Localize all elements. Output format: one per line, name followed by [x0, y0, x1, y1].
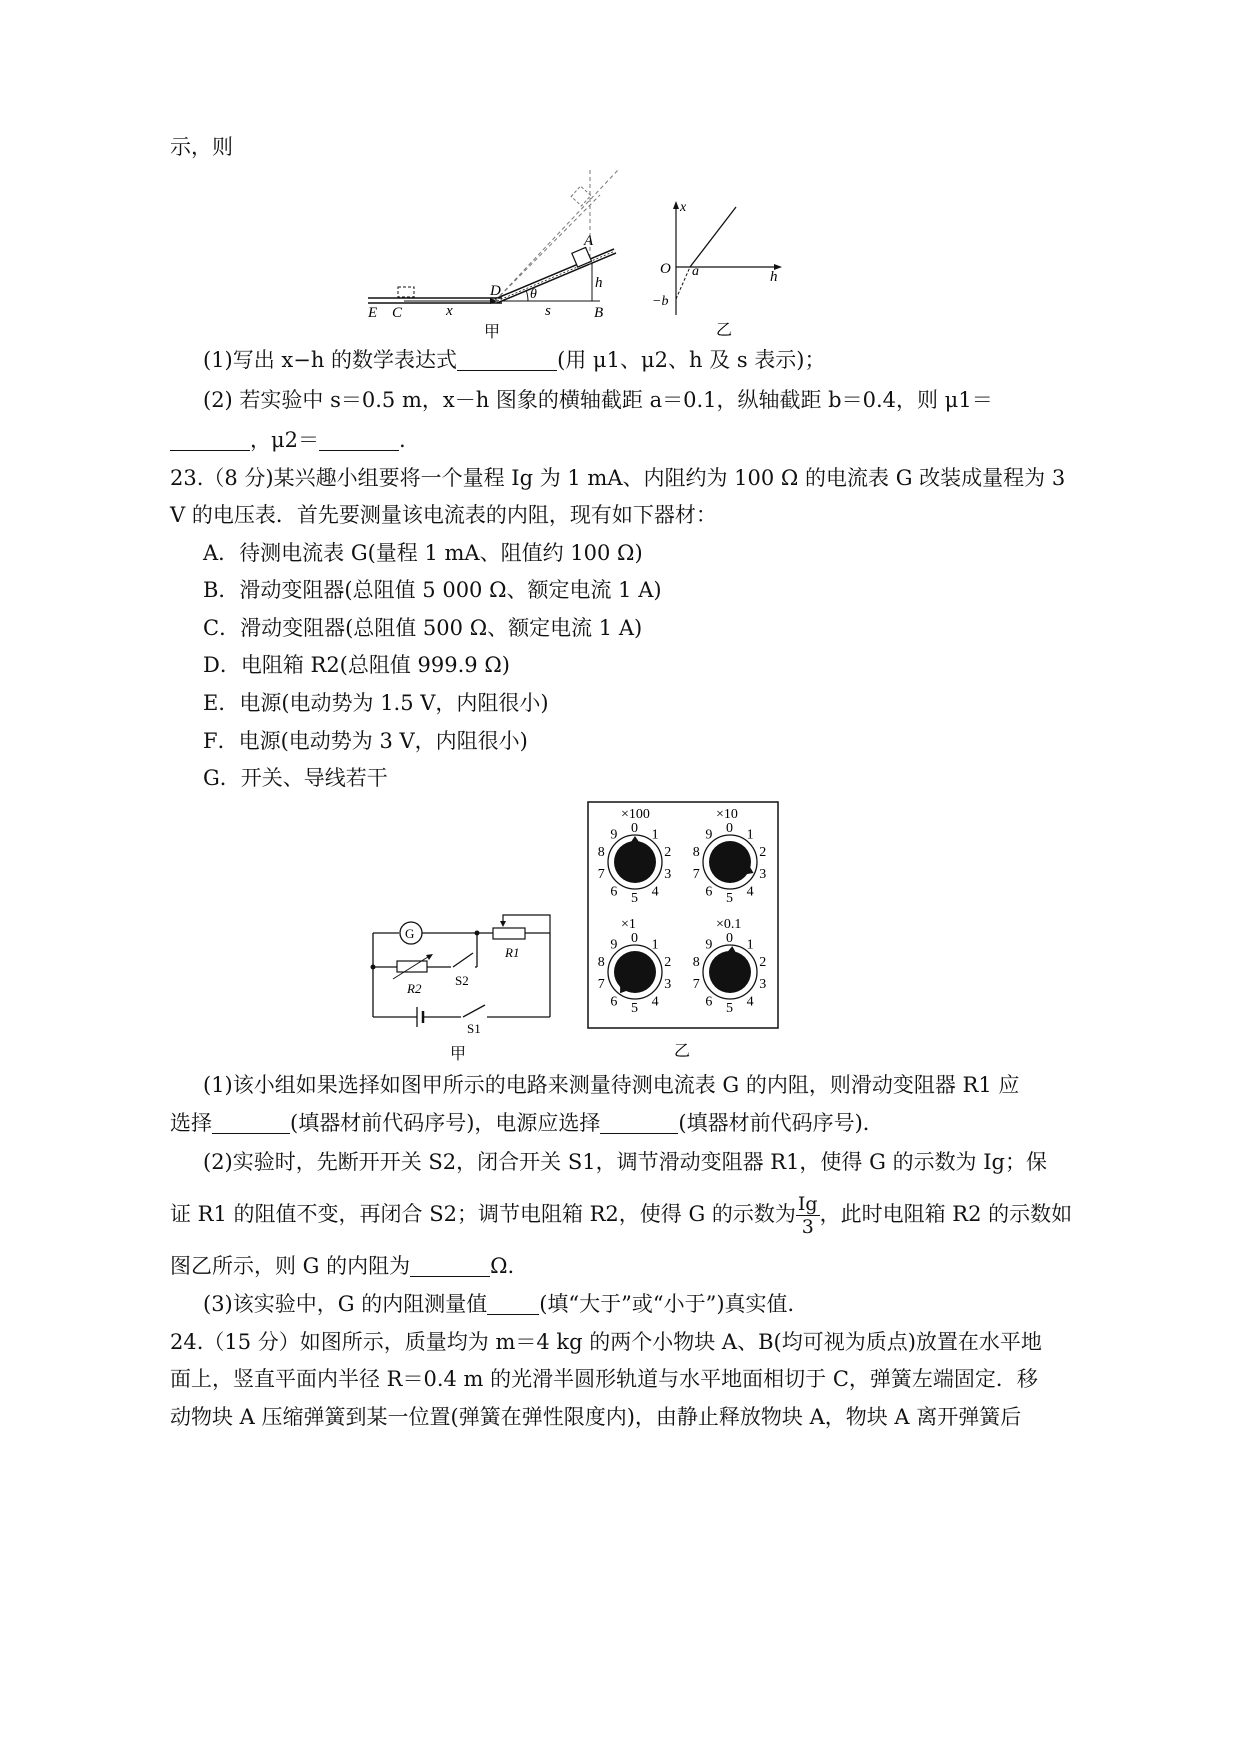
dial-digit: 2: [759, 955, 767, 971]
dial-digit: 3: [759, 866, 767, 882]
dial-multiplier-label: ×100: [621, 807, 650, 822]
q24-line3: 动物块 A 压缩弹簧到某一位置(弹簧在弹性限度内)，由静止释放物块 A，物块 A 离开弹簧后: [170, 1405, 1022, 1429]
dial-digit: 1: [651, 827, 659, 843]
q22-part1-tail: (用 μ1、μ2、h 及 s 表示)；: [557, 348, 826, 372]
dial-knob[interactable]: [614, 841, 656, 883]
dial-digit: 0: [726, 821, 733, 836]
label-B: B: [594, 305, 604, 321]
dial-knob[interactable]: [709, 951, 751, 993]
q23-sub1-line1: (1)该小组如果选择如图甲所示的电路来测量待测电流表 G 的内阻，则滑动变阻器 R1 应: [203, 1073, 1020, 1097]
answer-blank[interactable]: [212, 1111, 290, 1134]
dial-digit: 6: [705, 994, 713, 1010]
label-theta: θ: [530, 287, 537, 302]
fig1-caption: 甲: [484, 324, 501, 340]
q23-sub2-unit: Ω.: [490, 1254, 515, 1278]
option-G: G．开关、导线若干: [203, 766, 388, 790]
circuit-figure: [365, 905, 560, 1065]
q23-sub1-end: (填器材前代码序号)．: [678, 1111, 884, 1135]
dials-caption: 乙: [674, 1043, 691, 1060]
dial-digit: 2: [664, 845, 672, 861]
q23-sub1-line2: [170, 1108, 884, 1138]
graph-label-h: h: [770, 269, 778, 285]
option-C: C．滑动变阻器(总阻值 500 Ω、额定电流 1 A): [203, 616, 643, 640]
dial-digit: 6: [610, 884, 618, 900]
dial-digit: 4: [746, 884, 754, 900]
q23-sub3-tail: (填“大于”或“小于”)真实值．: [539, 1292, 809, 1316]
label-A: A: [584, 233, 594, 249]
dial-digit: 0: [631, 821, 638, 836]
option-F: F．电源(电动势为 3 V，内阻很小): [203, 729, 528, 753]
dial-digit: 2: [664, 955, 672, 971]
dial-digit: 8: [692, 955, 700, 971]
label-h: h: [595, 275, 603, 291]
fraction-denominator: 3: [801, 1216, 814, 1238]
q23-sub1-mid: (填器材前代码序号)，电源应选择: [290, 1111, 601, 1135]
q22-part2-mu2: ，μ2＝: [250, 428, 320, 452]
s1-label: S1: [467, 1021, 481, 1036]
label-E: E: [368, 305, 378, 321]
q23-sub3: [203, 1289, 809, 1319]
dial-digit: 7: [597, 866, 605, 882]
dial-digit: 3: [759, 976, 767, 992]
dial-digit: 5: [631, 1001, 638, 1016]
fraction-numerator: Ig: [797, 1193, 818, 1215]
dial-digit: 9: [705, 937, 713, 953]
circuit-caption: 甲: [450, 1046, 467, 1063]
dial-digit: 8: [597, 845, 605, 861]
answer-blank[interactable]: [600, 1111, 678, 1134]
q22-part2-end: .: [399, 428, 406, 452]
galvanometer-label: G: [405, 926, 415, 941]
resistance-box-figure: [586, 800, 782, 1062]
dial-digit: 3: [664, 866, 672, 882]
answer-blank[interactable]: [487, 1292, 539, 1315]
label-x: x: [446, 303, 453, 319]
dial-digit: 0: [726, 931, 733, 946]
q22-part2: (2) 若实验中 s＝0.5 m，x－h 图象的横轴截距 a＝0.1，纵轴截距 b＝0.4，则 μ1＝: [203, 388, 993, 412]
dial-digit: 1: [746, 937, 754, 953]
q23-sub2-text: 证 R1 的阻值不变，再闭合 S2；调节电阻箱 R2，使得 G 的示数为: [170, 1202, 796, 1226]
q23-sub2-line2: [170, 1193, 1072, 1238]
q22-part1-text: (1)写出 x−h 的数学表达式: [203, 348, 458, 372]
q22-part2-cont: [170, 425, 406, 455]
q23-sub2-line3: [170, 1251, 514, 1281]
option-D: D．电阻箱 R2(总阻值 999.9 Ω): [203, 653, 510, 677]
r2-label: R2: [407, 981, 422, 996]
label-D: D: [490, 283, 501, 299]
dial-digit: 9: [705, 827, 713, 843]
q23-sub2-question: 图乙所示，则 G 的内阻为: [170, 1254, 411, 1278]
dial-digit: 9: [610, 827, 618, 843]
dial-digit: 4: [746, 994, 754, 1010]
option-B: B．滑动变阻器(总阻值 5 000 Ω、额定电流 1 A): [203, 578, 662, 602]
fraction-ig-over-3: [796, 1193, 820, 1238]
dial-digit: 9: [610, 937, 618, 953]
q23-sub1-choose: 选择: [170, 1111, 212, 1135]
incline-figure: [360, 165, 640, 340]
s2-label: S2: [455, 973, 469, 988]
dial-digit: 7: [692, 976, 700, 992]
graph-label-a: a: [692, 264, 699, 279]
q23-sub3-text: (3)该实验中，G 的内阻测量值: [203, 1292, 488, 1316]
dial-digit: 2: [759, 845, 767, 861]
label-s: s: [545, 303, 551, 319]
q23-sub2-line1: (2)实验时，先断开开关 S2，闭合开关 S1，调节滑动变阻器 R1，使得 G 的示数为 Ig；保: [203, 1150, 1047, 1174]
dial-digit: 7: [692, 866, 700, 882]
q24-line1: 24.（15 分）如图所示，质量均为 m＝4 kg 的两个小物块 A、B(均可视为质点)放置在水平地: [170, 1330, 1042, 1354]
graph-label-neg-b: −b: [652, 294, 669, 309]
dial-digit: 5: [726, 1001, 733, 1016]
dial-digit: 5: [631, 891, 638, 906]
dial-multiplier-label: ×0.1: [716, 917, 742, 932]
xh-graph-figure: [650, 195, 800, 340]
dial-digit: 0: [631, 931, 638, 946]
answer-blank[interactable]: [170, 428, 250, 451]
dial-multiplier-label: ×10: [716, 807, 738, 822]
dial-digit: 1: [651, 937, 659, 953]
q23-intro-1: 23.（8 分)某兴趣小组要将一个量程 Ig 为 1 mA、内阻约为 100 Ω 的电流表 G 改装成量程为 3: [170, 466, 1066, 490]
answer-blank[interactable]: [457, 348, 557, 371]
answer-blank[interactable]: [410, 1254, 490, 1277]
r1-label: R1: [505, 945, 520, 960]
dial-digit: 6: [610, 994, 618, 1010]
dial-digit: 4: [651, 884, 659, 900]
dial-digit: 3: [664, 976, 672, 992]
dial-knob[interactable]: [709, 841, 751, 883]
dial-digit: 4: [651, 994, 659, 1010]
q22-part1: [203, 345, 825, 375]
option-E: E．电源(电动势为 1.5 V，内阻很小): [203, 691, 549, 715]
option-A: A．待测电流表 G(量程 1 mA、阻值约 100 Ω): [203, 541, 643, 565]
q23-sub2-tail: ，此时电阻箱 R2 的示数如: [819, 1202, 1073, 1226]
dial-digit: 7: [597, 976, 605, 992]
q24-line2: 面上，竖直平面内半径 R＝0.4 m 的光滑半圆形轨道与水平地面相切于 C，弹簧左端固定．移: [170, 1367, 1038, 1391]
graph-label-x: x: [680, 200, 687, 215]
header-line: 示，则: [170, 135, 233, 159]
answer-blank[interactable]: [319, 428, 399, 451]
dial-digit: 8: [597, 955, 605, 971]
dial-multiplier-label: ×1: [621, 917, 636, 932]
q23-intro-2: V 的电压表．首先要测量该电流表的内阻，现有如下器材：: [170, 503, 717, 527]
dial-digit: 1: [746, 827, 754, 843]
dial-digit: 6: [705, 884, 713, 900]
label-C: C: [392, 305, 403, 321]
dial-digit: 8: [692, 845, 700, 861]
graph-label-O: O: [660, 261, 671, 277]
dial-digit: 5: [726, 891, 733, 906]
fig2-caption: 乙: [716, 322, 733, 339]
